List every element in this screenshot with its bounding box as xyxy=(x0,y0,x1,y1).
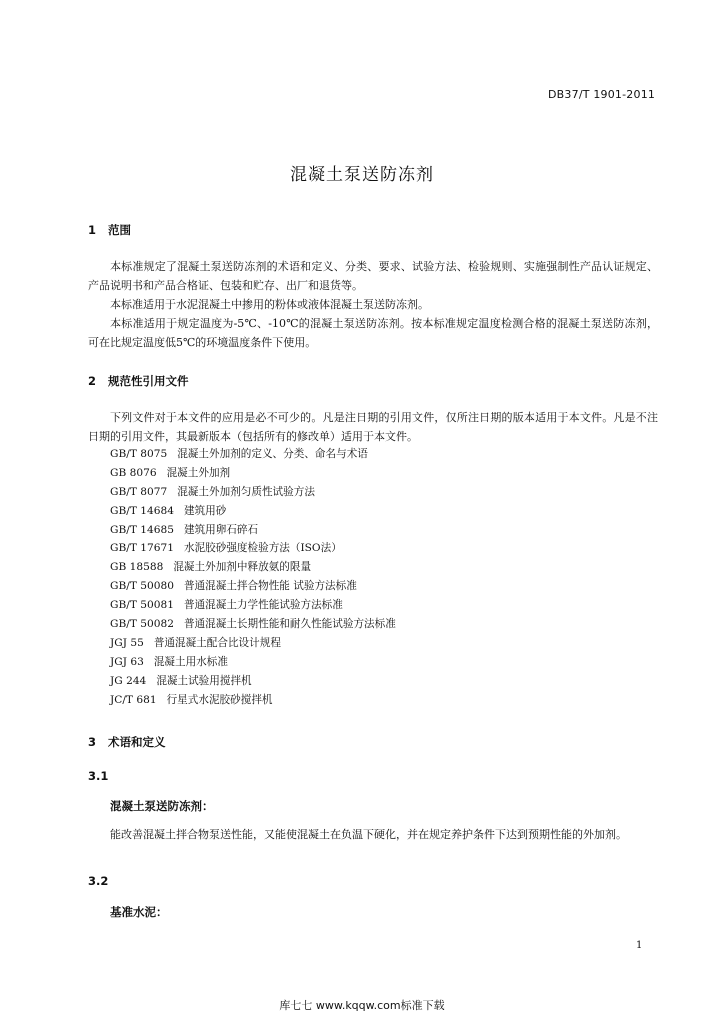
reference-code: GB/T 50081 xyxy=(110,599,174,612)
reference-title: 混凝土外加剂匀质性试验方法 xyxy=(177,485,315,498)
scope-paragraph-1: 本标准规定了混凝土泵送防冻剂的术语和定义、分类、要求、试验方法、检验规则、实施强制性产品认证规定、产品说明书和产品合格证、包装和贮存、出厂和退货等。 xyxy=(88,260,658,292)
reference-title: 建筑用卵石碎石 xyxy=(183,523,259,536)
page-number: 1 xyxy=(636,940,643,951)
reference-list xyxy=(110,445,396,709)
reference-code: GB 18588 xyxy=(110,561,164,574)
reference-code: GB/T 50080 xyxy=(110,580,174,593)
reference-code: GB/T 50082 xyxy=(110,618,174,631)
reference-title: 混凝土外加剂的定义、分类、命名与术语 xyxy=(177,448,368,460)
section-title: 规范性引用文件 xyxy=(108,374,189,388)
section-2-heading xyxy=(88,373,189,389)
section-title: 术语和定义 xyxy=(108,735,166,749)
reference-item xyxy=(110,672,396,691)
reference-code: GB/T 14684 xyxy=(110,504,174,517)
reference-item xyxy=(110,521,396,540)
section-number: 1 xyxy=(88,223,97,237)
scope-paragraph-2: 本标准适用于水泥混凝土中掺用的粉体或液体混凝土泵送防冻剂。 xyxy=(110,298,429,311)
clause-3-2-number: 3.2 xyxy=(88,874,109,888)
section-1-heading xyxy=(88,222,131,238)
reference-code: JGJ 63 xyxy=(110,655,144,668)
reference-item xyxy=(110,502,396,521)
reference-code: GB 8076 xyxy=(110,466,157,479)
section-3-heading xyxy=(88,734,166,750)
reference-code: GB/T 17671 xyxy=(110,542,174,555)
reference-item xyxy=(110,596,396,615)
scope-paragraph-3: 本标准适用于规定温度为-5℃、-10℃的混凝土泵送防冻剂。按本标准规定温度检测合格的混凝土泵送防冻剂，可在比规定温度低5℃的环境温度条件下使用。 xyxy=(88,317,658,349)
reference-title: 普通混凝土力学性能试验方法标准 xyxy=(183,599,343,612)
reference-title: 普通混凝土配合比设计规程 xyxy=(153,636,281,649)
document-title: 混凝土泵送防冻剂 xyxy=(290,165,434,185)
section-number: 2 xyxy=(88,374,97,388)
reference-title: 普通混凝土拌合物性能 试验方法标准 xyxy=(183,580,357,593)
reference-title: 混凝土用水标准 xyxy=(153,655,228,668)
refs-intro-paragraph: 下列文件对于本文件的应用是必不可少的。凡是注日期的引用文件，仅所注日期的版本适用于本文件。凡是不注日期的引用文件，其最新版本（包括所有的修改单）适用于本文件。 xyxy=(88,411,658,443)
reference-item xyxy=(110,464,396,483)
reference-title: 混凝土外加剂 xyxy=(166,466,231,479)
reference-item xyxy=(110,691,396,710)
reference-item xyxy=(110,445,396,464)
reference-item xyxy=(110,634,396,653)
reference-title: 行星式水泥胶砂搅拌机 xyxy=(166,693,273,706)
reference-item xyxy=(110,483,396,502)
term-name: 基准水泥： xyxy=(110,905,168,919)
section-number: 3 xyxy=(88,735,97,749)
reference-item xyxy=(110,615,396,634)
reference-code: GB/T 8077 xyxy=(110,485,168,498)
reference-item xyxy=(110,558,396,577)
reference-code: GB/T 8075 xyxy=(110,448,168,460)
clause-3-1-number: 3.1 xyxy=(88,769,109,783)
footer-watermark: 库七七 www.kqqw.com标准下载 xyxy=(279,999,445,1012)
reference-title: 混凝土试验用搅拌机 xyxy=(156,674,252,687)
term-name: 混凝土泵送防冻剂： xyxy=(110,799,214,813)
reference-code: JC/T 681 xyxy=(110,693,157,706)
reference-item xyxy=(110,653,396,672)
reference-code: GB/T 14685 xyxy=(110,523,174,536)
standard-code: DB37/T 1901-2011 xyxy=(548,88,656,101)
term-definition: 能改善混凝土拌合物泵送性能，又能使混凝土在负温下硬化，并在规定养护条件下达到预期性能的外加剂。 xyxy=(110,828,627,841)
section-title: 范围 xyxy=(108,223,131,237)
reference-code: JG 244 xyxy=(110,674,147,687)
reference-title: 水泥胶砂强度检验方法（ISO法） xyxy=(183,542,342,555)
reference-code: JGJ 55 xyxy=(110,636,144,649)
reference-title: 建筑用砂 xyxy=(183,504,227,517)
reference-title: 混凝土外加剂中释放氨的限量 xyxy=(173,561,312,574)
reference-title: 普通混凝土长期性能和耐久性能试验方法标准 xyxy=(183,618,396,631)
reference-item xyxy=(110,577,396,596)
reference-item xyxy=(110,539,396,558)
